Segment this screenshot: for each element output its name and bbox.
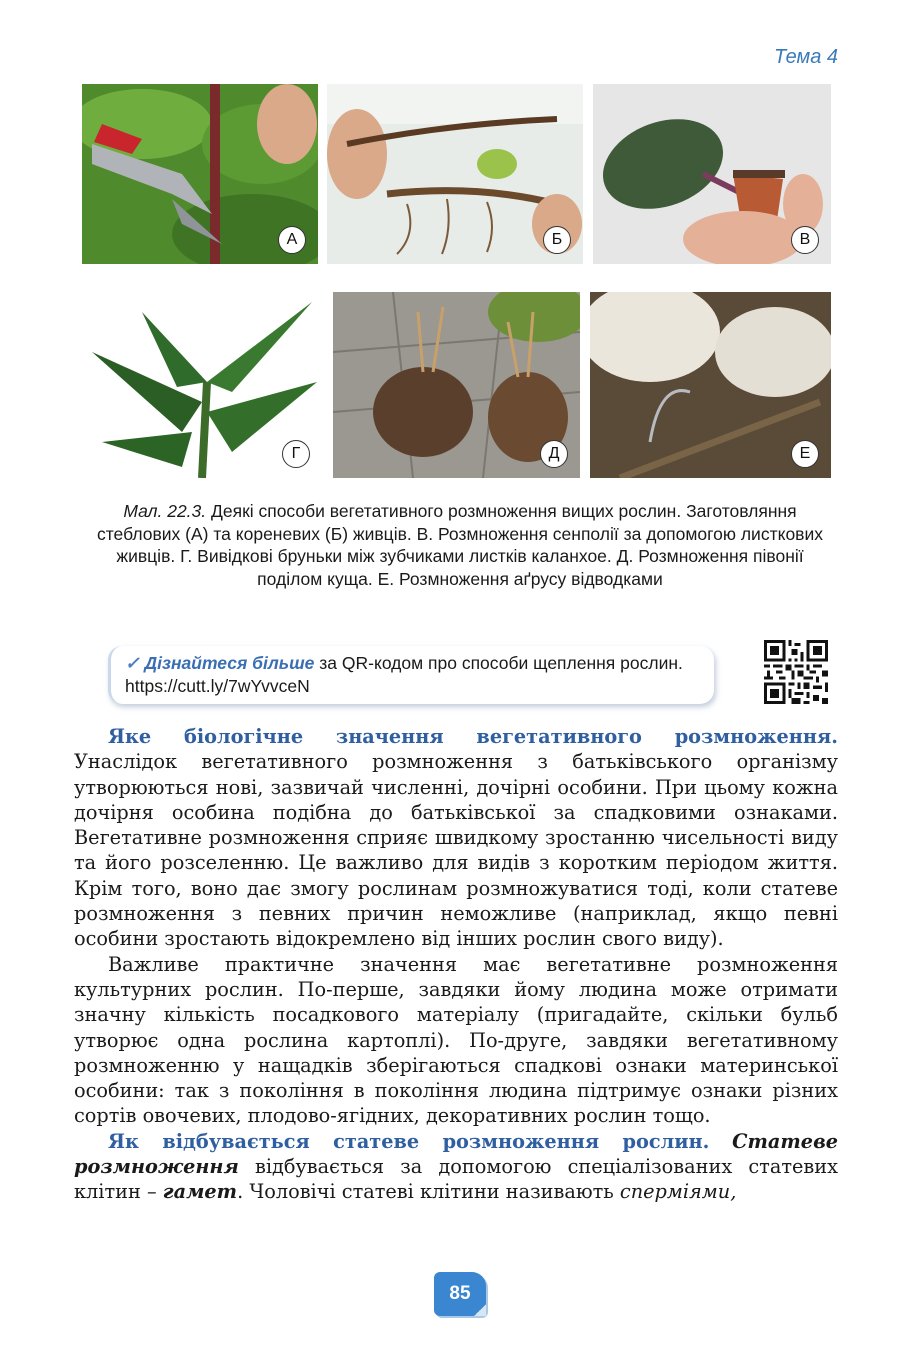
qr-code-icon[interactable] <box>764 640 828 704</box>
paragraph-2 <box>74 952 838 1129</box>
figure-label-g: Г <box>282 440 310 468</box>
topic-label: Тема 4 <box>774 46 838 68</box>
figure-label-e: Е <box>791 440 819 468</box>
photo-v <box>593 84 831 264</box>
caption-label: Мал. 22.3. <box>123 501 207 521</box>
paragraph-3-text-1: відбувається за допомогою спеціалізованих статевих клітин – <box>74 1155 838 1204</box>
photo-e <box>590 292 831 478</box>
photo-a <box>82 84 318 264</box>
paragraph-1 <box>74 724 838 952</box>
caption-text: Деякі способи вегетативного розмноження вищих рослин. Заготовляння стеблових (А) та кореневих (Б) живців. В. Розмноження сенполії за допомогою листкових живців. Г. Вивідкові бруньки між зубчиками листків каланхое. Д. Розмноження півонії поділом куща. Е. Розмноження аґрусу відводками <box>96 501 824 589</box>
figure-label-a: А <box>278 226 306 254</box>
section-heading-sexual-reproduction: Як відбувається статеве розмноження рослин. <box>108 1129 710 1153</box>
checkmark-icon: ✓ <box>125 653 140 673</box>
term-sexual-reproduction: Статеве розмноження <box>74 1129 838 1179</box>
paragraph-2-text: Важливе практичне значення має вегетативне розмноження культурних рослин. По-перше, завдяки йому людина може отримати значну кількість посадкового матеріалу (пригадайте, скільки бульб утворює одна рослина картоплі). По-друге, завдяки вегетативному розмноженню у нащадків зберігаються спадкові ознаки материнської особини: так з покоління в покоління людина підтримує ознаки різних сортів овочевих, плодово-ягідних, декоративних рослин тощо. <box>74 952 838 1128</box>
paragraph-1-text: Унаслідок вегетативного розмноження з батьківського організму утворюються нові, зазвичай численні, дочірні особини. При цьому кожна дочірня особина подібна до батьківської за спадковими ознаками. Вегетативне розмноження сприяє швидкому зростанню чисельності виду та його розселенню. Це важливо для видів з коротким періодом життя. Крім того, воно дає змогу рослинам розмножуватися тоді, коли статеве розмноження з певних причин неможливе (наприклад, якщо певні особини зростають відокремлено від інших рослин свого виду). <box>74 750 838 951</box>
term-gametes: гамет <box>162 1180 238 1204</box>
photo-g <box>82 292 322 478</box>
paragraph-3 <box>74 1129 838 1205</box>
figure-label-d: Д <box>540 440 568 468</box>
paragraph-3-text-2: . Чоловічі статеві клітини називають <box>237 1180 620 1204</box>
page-number: 85 <box>434 1272 486 1316</box>
figure-label-b: Б <box>543 226 571 254</box>
section-heading-significance: Яке біологічне значення вегетативного розмноження. <box>108 725 838 748</box>
figure-label-v: В <box>791 226 819 254</box>
info-text[interactable]: за QR-кодом про способи щеплення рослин. https://cutt.ly/7wYvvceN <box>125 653 683 696</box>
figure-caption <box>90 500 830 590</box>
photo-d <box>333 292 580 478</box>
body-text <box>74 724 838 1205</box>
photo-b <box>327 84 583 264</box>
info-lead: Дізнайтеся більше <box>144 653 315 673</box>
info-box <box>108 646 714 704</box>
term-spermia: сперміями, <box>619 1180 737 1204</box>
